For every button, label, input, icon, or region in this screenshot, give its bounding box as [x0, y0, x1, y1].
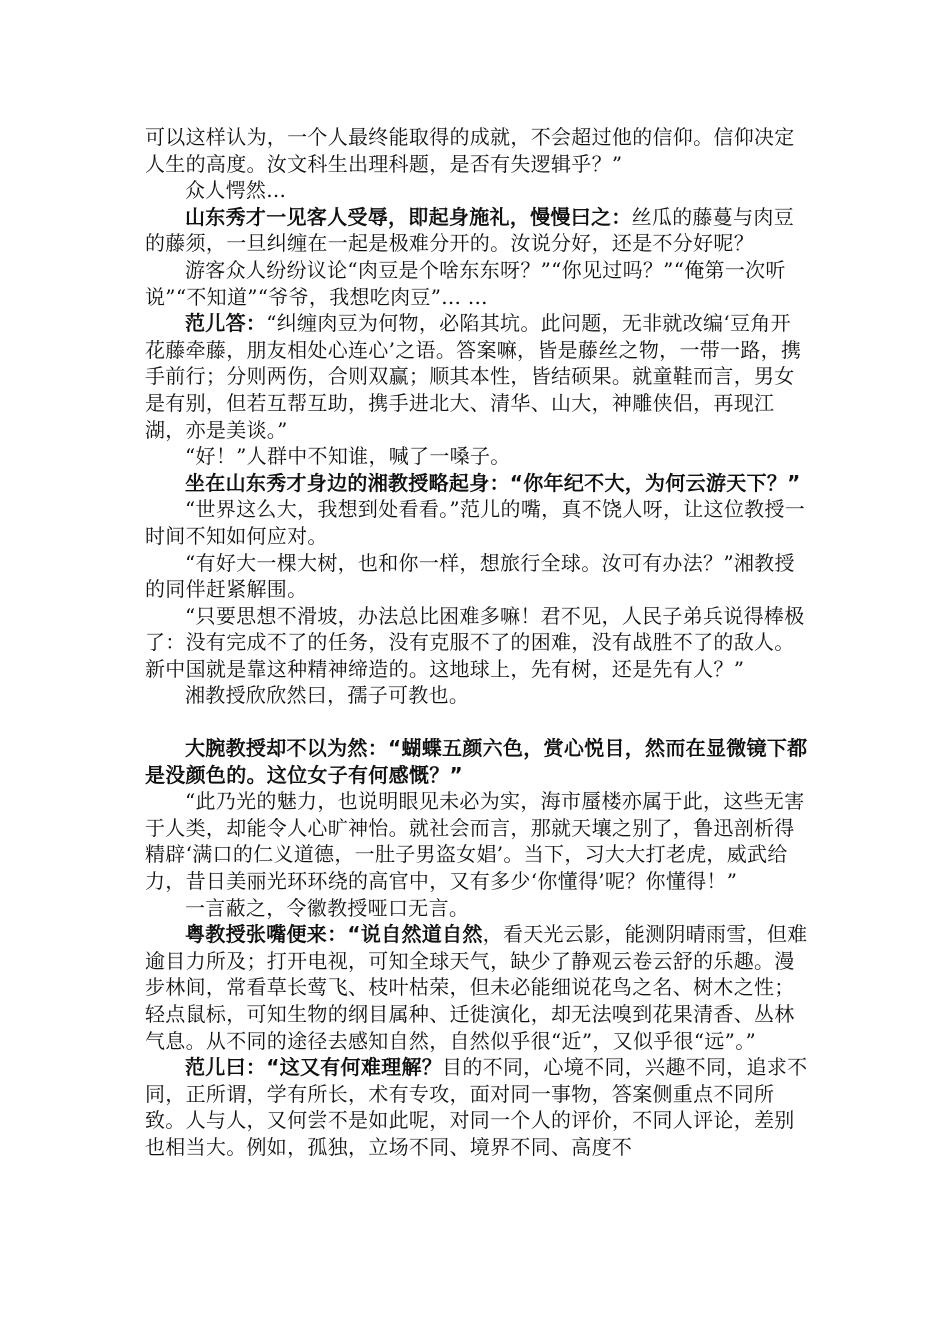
paragraph: [145, 177, 810, 204]
bold-text-segment: 大腕教授却不以为然：“蝴蝶五颜六色，赏心悦目，然而在显微镜下都是没颜色的。这位女子有何感慨？”: [145, 736, 808, 787]
text-segment: “纠缠肉豆为何物，必陷其坑。此问题，无非就改编‘豆角开花藤牵藤，朋友相处心连心’之语。答案嘛，皆是藤丝之物，一带一路，携手前行；分则两伤，合则双赢；顺其本性，皆结硕果。就童鞋而言，男女是有别，但若互帮互助，携手进北大、清华、山大，神雕侠侣，再现江湖，亦是美谈。”: [145, 311, 802, 442]
text-segment: “只要思想不滑坡，办法总比困难多嘛！君不见，人民子弟兵说得棒极了：没有完成不了的任务，没有克服不了的困难，没有战胜不了的敌人。新中国就是靠这种精神缔造的。这地球上，先有树，还是先有人？”: [145, 603, 805, 681]
text-segment: ，看天光云影，能测阴晴雨雪，但难逾目力所及；打开电视，可知全球天气，缺少了静观云卷云舒的乐趣。漫步林间，常看草长莺飞、枝叶枯荣，但未必能细说花鸟之名、树木之性；轻点鼠标，可知生物的纲目属种、迁徙演化，却无法嗅到花果清香、丛林气息。从不同的途径去感知自然，自然似乎很“近”，又似乎很“远”。”: [145, 922, 808, 1053]
paragraph: [145, 443, 810, 470]
paragraph: [145, 788, 810, 894]
text-segment: 丝瓜的藤蔓与肉豆的藤须，一旦纠缠在一起是极难分开的。汝说分好，还是不分好呢？: [145, 204, 795, 256]
bold-text-segment: 山东秀才一见客人受辱，即起身施礼，慢慢曰之：: [185, 204, 632, 229]
text-segment: 游客众人纷纷议论“肉豆是个啥东东呀？”“你见过吗？”“俺第一次听说”“不知道”“爷爷，我想吃肉豆”... ...: [145, 257, 786, 309]
paragraph: [145, 310, 810, 443]
paragraph: [145, 921, 810, 1054]
text-segment: 一言蔽之，令徽教授哑口无言。: [185, 895, 470, 920]
text-segment: “此乃光的魅力，也说明眼见未必为实，海市蜃楼亦属于此，这些无害于人类，却能令人心旷神怡。就社会而言，那就天壤之别了，鲁迅剖析得精辟‘满口的仁义道德，一肚子男盗女娼’。当下，习大大打老虎，威武给力，昔日美丽光环环绕的高官中，又有多少‘你懂得’呢？你懂得！”: [145, 789, 805, 894]
paragraph: [145, 257, 810, 310]
paragraph: [145, 682, 810, 709]
paragraph: [145, 204, 810, 257]
paragraph: [145, 470, 810, 497]
paragraph: [145, 1054, 810, 1160]
paragraph: [145, 124, 810, 177]
text-segment: “好！”人群中不知谁，喊了一嗓子。: [185, 444, 511, 469]
paragraph: [145, 496, 810, 549]
text-segment: 目的不同，心境不同，兴趣不同，追求不同，正所谓，学有所长，术有专攻，面对同一事物，答案侧重点不同所致。人与人，又何尝不是如此呢，对同一个人的评价，不同人评论，差别也相当大。例如，孤独，立场不同、境界不同、高度不: [145, 1055, 808, 1159]
blank-line: [145, 709, 810, 735]
bold-text-segment: 坐在山东秀才身边的湘教授略起身：“你年纪不大，为何云游天下？”: [185, 470, 801, 495]
text-segment: 可以这样认为，一个人最终能取得的成就，不会超过他的信仰。信仰决定人生的高度。汝文科生出理科题，是否有失逻辑乎？”: [145, 125, 795, 176]
text-segment: 湘教授欣欣然曰，孺子可教也。: [185, 683, 470, 708]
paragraph: [145, 603, 810, 683]
bold-text-segment: 范儿曰：“这又有何难理解？: [185, 1055, 443, 1080]
text-segment: 众人愕然...: [185, 178, 287, 203]
text-segment: “世界这么大，我想到处看看。”范儿的嘴，真不饶人呀，让这位教授一时间不知如何应对。: [145, 497, 806, 548]
document-body: [145, 124, 810, 1161]
paragraph: [145, 550, 810, 603]
paragraph: [145, 735, 810, 788]
bold-text-segment: 粤教授张嘴便来：“说自然道自然: [185, 922, 483, 947]
bold-text-segment: 范儿答：: [185, 311, 267, 336]
paragraph: [145, 895, 810, 922]
text-segment: “有好大一棵大树，也和你一样，想旅行全球。汝可有办法？”湘教授的同伴赶紧解围。: [145, 550, 795, 602]
